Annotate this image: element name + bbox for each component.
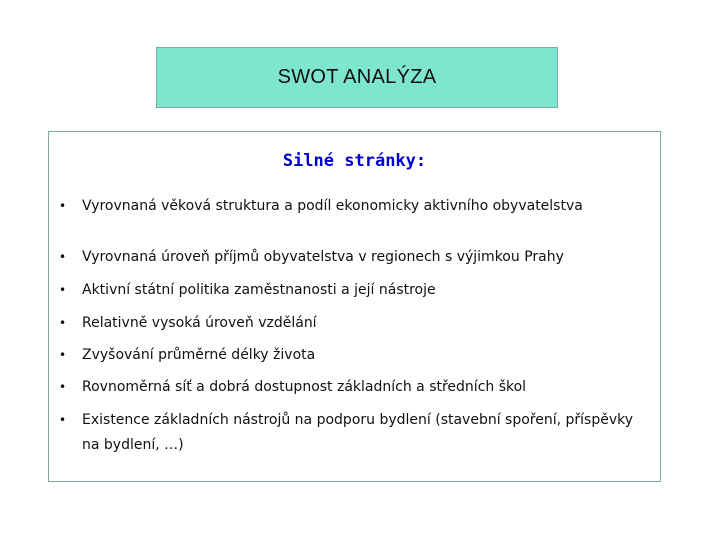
title-box <box>156 47 558 108</box>
bullet-icon: • <box>59 199 67 213</box>
section-heading: Silné stránky: <box>282 151 427 171</box>
list-item-text: Vyrovnaná úroveň příjmů obyvatelstva v regionech s výjimkou Prahy <box>82 249 564 265</box>
bullet-icon: • <box>59 380 67 394</box>
bullet-icon: • <box>59 348 67 362</box>
list-item-text: Aktivní státní politika zaměstnanosti a její nástroje <box>82 282 436 298</box>
list-item-text: Rovnoměrná síť a dobrá dostupnost základních a středních škol <box>82 379 527 395</box>
bullet-icon: • <box>59 250 67 264</box>
bullet-icon: • <box>59 316 67 330</box>
bullet-icon: • <box>59 283 67 297</box>
strengths-box <box>48 131 661 482</box>
list-item-text: Vyrovnaná věková struktura a podíl ekonomicky aktivního obyvatelstva <box>82 198 583 214</box>
slide-title: SWOT ANALÝZA <box>277 66 437 88</box>
list-item-text: Zvyšování průměrné délky života <box>82 347 316 363</box>
list-item-text: Existence základních nástrojů na podporu bydlení (stavební spoření, příspěvky na bydlení, …) <box>82 412 634 453</box>
list-item-text: Relativně vysoká úroveň vzdělání <box>82 315 317 331</box>
bullet-icon: • <box>59 413 67 427</box>
